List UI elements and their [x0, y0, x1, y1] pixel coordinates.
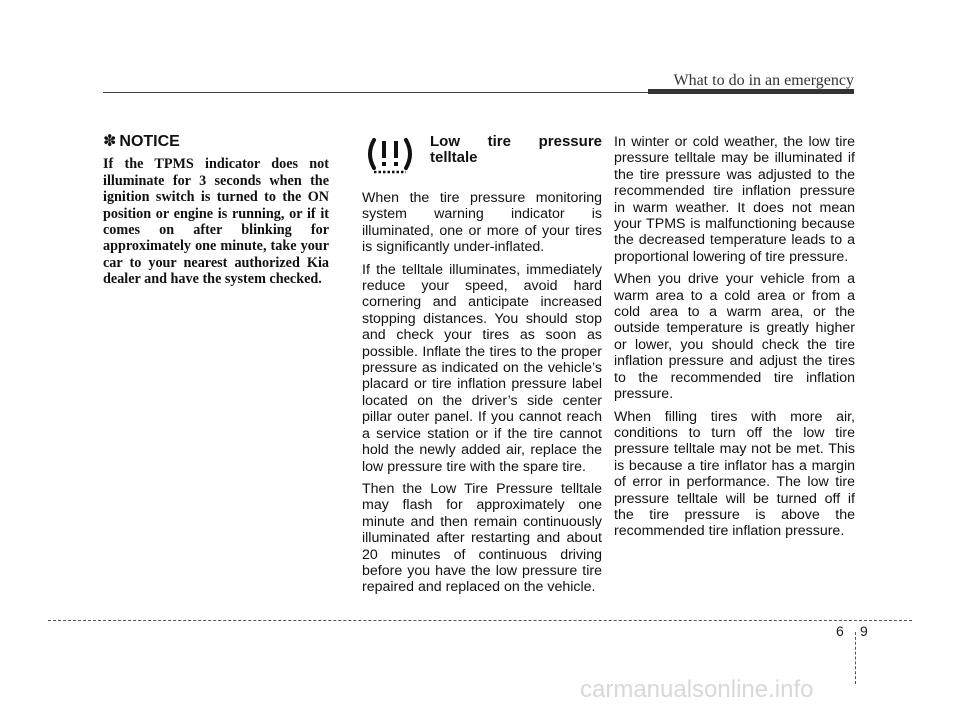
section-paragraph: If the telltale illuminates, immediately reduce your speed, avoid hard cornering and anticipate increased stopping distances. You should stop and check your tires as soon as possible. Inflate the tires to the proper pressure as indicated on the vehicle’s placard or tire inflation pressure label located on the driver’s side center pillar outer panel. If you cannot reach a service station or if the tire cannot hold the newly added air, replace the low pressure tire with the spare tire. — [362, 261, 602, 475]
notice-body: If the TPMS indicator does not illuminate for 3 seconds when the ignition switch is turned to the ON position or engine is running, or if it comes on after blinking for approximately one minute, take your car to your nearest authorized Kia dealer and have the system checked. — [103, 156, 329, 288]
section-paragraph: When the tire pressure monitoring system warning indicator is illuminated, one or more of your tires is significantly under-inflated. — [362, 190, 602, 256]
notice-column — [103, 134, 329, 294]
notice-heading-label: NOTICE — [119, 133, 180, 150]
column3-paragraph: In winter or cold weather, the low tire pressure telltale may be illuminated if the tire pressure was adjusted to the recommended tire inflation pressure in warm weather. It does not mean your TPMS is malfunctioning because the decreased temperature leads to a proportional lowering of tire pressure. — [614, 134, 855, 265]
column3-paragraph: When filling tires with more air, conditions to turn off the low tire pressure telltale may not be met. This is because a tire inflator has a margin of error in performance. The low tire pressure telltale will be turned off if the tire pressure is above the recommended tire inflation pressure. — [614, 408, 855, 540]
footer-divider — [855, 632, 856, 684]
notice-symbol-icon: ✽ — [103, 133, 117, 150]
telltale-column — [362, 134, 602, 602]
column3-paragraph: When you drive your vehicle from a warm area to a cold area or from a cold area to a warm area, or the outside temperature is greatly higher or lower, you should check the tire inflation pressure and adjust the tires to the recommended tire inflation pressure. — [614, 271, 855, 403]
page-number: 9 — [860, 623, 868, 639]
header-rule-accent — [648, 89, 854, 94]
cold-weather-column — [614, 134, 855, 546]
header-title: What to do in an emergency — [673, 72, 854, 89]
watermark: carmanualsonline.info — [580, 676, 814, 703]
notice-heading — [103, 134, 329, 150]
footer-rule — [48, 620, 912, 621]
section-header — [362, 134, 602, 176]
section-paragraph: Then the Low Tire Pressure telltale may flash for approximately one minute and then remain continuously illuminated after restarting and about 20 minutes of continuous driving before you have the low pressure tire repaired and replaced on the vehicle. — [362, 480, 602, 596]
tpms-warning-icon — [362, 134, 418, 176]
section-title: Low tire pressure telltale — [430, 133, 602, 166]
chapter-number: 6 — [836, 623, 844, 639]
